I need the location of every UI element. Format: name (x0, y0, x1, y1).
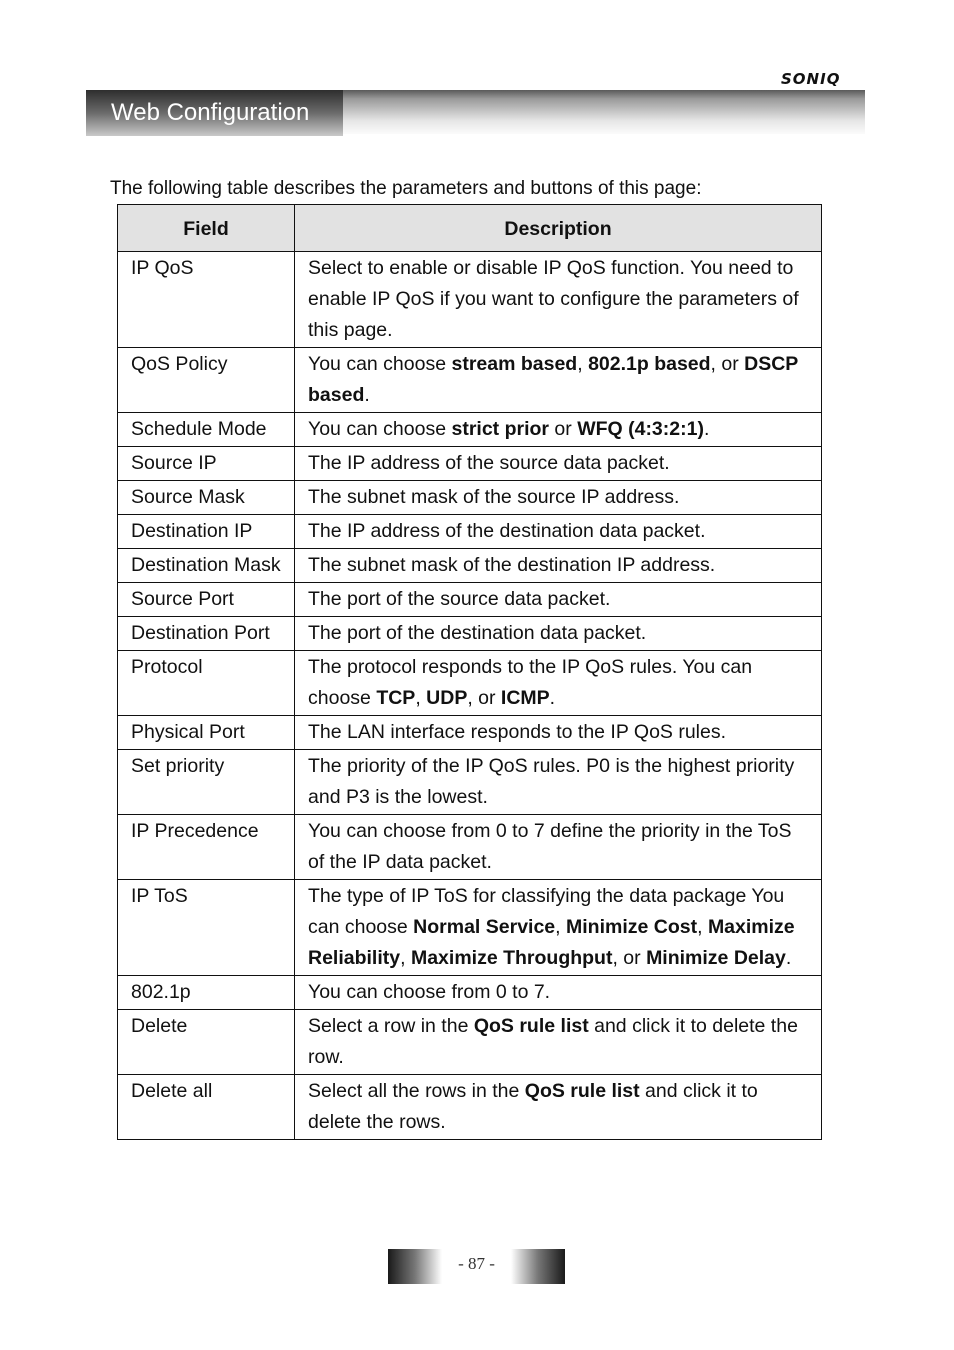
description-text: or (549, 418, 578, 440)
description-text: The subnet mask of the source IP address. (308, 486, 680, 508)
table-row (118, 481, 822, 515)
description-text: and click it to delete the rows. (308, 1080, 758, 1133)
page-number: - 87 - (458, 1254, 495, 1273)
description-text: The IP address of the destination data packet. (308, 520, 706, 542)
table-row (118, 651, 822, 716)
description-cell (295, 481, 822, 515)
brand-logo: SONIQ (781, 70, 841, 88)
parameters-table (117, 204, 822, 1140)
table-row (118, 716, 822, 750)
description-text: . (549, 687, 556, 709)
description-text: . (785, 947, 792, 969)
description-emphasis: Minimize Cost (566, 916, 698, 938)
description-text: Select a row in the (308, 1015, 474, 1037)
field-cell: Destination IP (118, 515, 295, 549)
description-text: , (400, 947, 411, 969)
description-text: . (364, 384, 370, 406)
description-cell (295, 815, 822, 880)
description-cell (295, 252, 822, 348)
description-emphasis: stream based (451, 353, 578, 375)
description-cell (295, 447, 822, 481)
description-text: and click it to delete the row. (308, 1015, 798, 1068)
description-emphasis: DSCP based (308, 353, 798, 406)
field-cell: QoS Policy (118, 348, 295, 413)
description-text: , (697, 916, 708, 938)
table-row (118, 348, 822, 413)
description-text: , (555, 916, 566, 938)
table-row (118, 815, 822, 880)
table-row (118, 515, 822, 549)
description-cell (295, 1075, 822, 1140)
description-emphasis: strict prior (451, 418, 550, 440)
field-cell: Physical Port (118, 716, 295, 750)
description-emphasis: QoS rule list (473, 1015, 589, 1037)
description-cell (295, 750, 822, 815)
table-row (118, 447, 822, 481)
description-text: . (703, 418, 710, 440)
field-cell: IP Precedence (118, 815, 295, 880)
description-cell (295, 716, 822, 750)
description-text: , or (467, 687, 501, 709)
table-row (118, 252, 822, 348)
description-text: You can choose (308, 353, 452, 375)
description-emphasis: WFQ (4:3:2:1) (577, 418, 704, 440)
description-text: The subnet mask of the destination IP address. (308, 554, 716, 576)
field-cell: Schedule Mode (118, 413, 295, 447)
description-cell (295, 880, 822, 976)
description-text: You can choose from 0 to 7 define the priority in the ToS of the IP data packet. (308, 820, 792, 873)
description-emphasis: QoS rule list (524, 1080, 640, 1102)
table-header-row (118, 205, 822, 252)
description-emphasis: 802.1p based (588, 353, 711, 375)
field-cell: Delete all (118, 1075, 295, 1140)
field-cell: Destination Mask (118, 549, 295, 583)
table-row (118, 549, 822, 583)
description-cell (295, 1010, 822, 1075)
field-cell: 802.1p (118, 976, 295, 1010)
field-cell: Protocol (118, 651, 295, 716)
table-row (118, 976, 822, 1010)
field-cell: IP ToS (118, 880, 295, 976)
footer-gradient-right (511, 1249, 565, 1284)
description-text: , (577, 353, 589, 375)
description-text: , or (710, 353, 745, 375)
description-cell (295, 976, 822, 1010)
description-emphasis: UDP (426, 687, 468, 709)
description-text: , or (612, 947, 647, 969)
description-text: You can choose (308, 418, 452, 440)
description-cell (295, 617, 822, 651)
description-emphasis: Normal Service (413, 916, 556, 938)
table-row (118, 880, 822, 976)
description-emphasis: Minimize Delay (646, 947, 786, 969)
description-text: Select all the rows in the (308, 1080, 525, 1102)
description-cell (295, 583, 822, 617)
description-text: The LAN interface responds to the IP QoS rules. (308, 721, 727, 743)
field-cell: Source Mask (118, 481, 295, 515)
description-text: The type of IP ToS for classifying the data package You can choose (308, 885, 785, 938)
description-text: You can choose from 0 to 7. (308, 981, 551, 1003)
intro-text: The following table describes the parameters and buttons of this page: (110, 178, 702, 199)
field-cell: Source Port (118, 583, 295, 617)
description-text: The port of the source data packet. (308, 588, 611, 610)
description-emphasis: TCP (376, 687, 416, 709)
table-row (118, 1010, 822, 1075)
description-emphasis: Maximize Throughput (410, 947, 613, 969)
section-title: Web Configuration (111, 99, 310, 126)
table-body (118, 252, 822, 1140)
description-emphasis: ICMP (500, 687, 550, 709)
field-cell: Set priority (118, 750, 295, 815)
column-header-field: Field (118, 205, 295, 252)
description-cell (295, 549, 822, 583)
field-cell: Source IP (118, 447, 295, 481)
table-row (118, 617, 822, 651)
description-text: Select to enable or disable IP QoS function. You need to enable IP QoS if you want to configure the parameters of this page. (308, 257, 799, 341)
column-header-description: Description (295, 205, 822, 252)
table-row (118, 1075, 822, 1140)
description-text: The port of the destination data packet. (308, 622, 647, 644)
description-cell (295, 515, 822, 549)
footer-gradient-left (388, 1249, 442, 1284)
description-text: , (415, 687, 427, 709)
description-text: The priority of the IP QoS rules. P0 is the highest priority and P3 is the lowest. (308, 755, 795, 808)
table-row (118, 583, 822, 617)
description-cell (295, 413, 822, 447)
table-row (118, 750, 822, 815)
field-cell: Destination Port (118, 617, 295, 651)
description-text: The IP address of the source data packet. (308, 452, 670, 474)
description-text: The protocol responds to the IP QoS rules. You can choose (308, 656, 753, 709)
field-cell: Delete (118, 1010, 295, 1075)
description-cell (295, 651, 822, 716)
description-emphasis: Maximize Reliability (308, 916, 795, 969)
table-row (118, 413, 822, 447)
field-cell: IP QoS (118, 252, 295, 348)
description-cell (295, 348, 822, 413)
